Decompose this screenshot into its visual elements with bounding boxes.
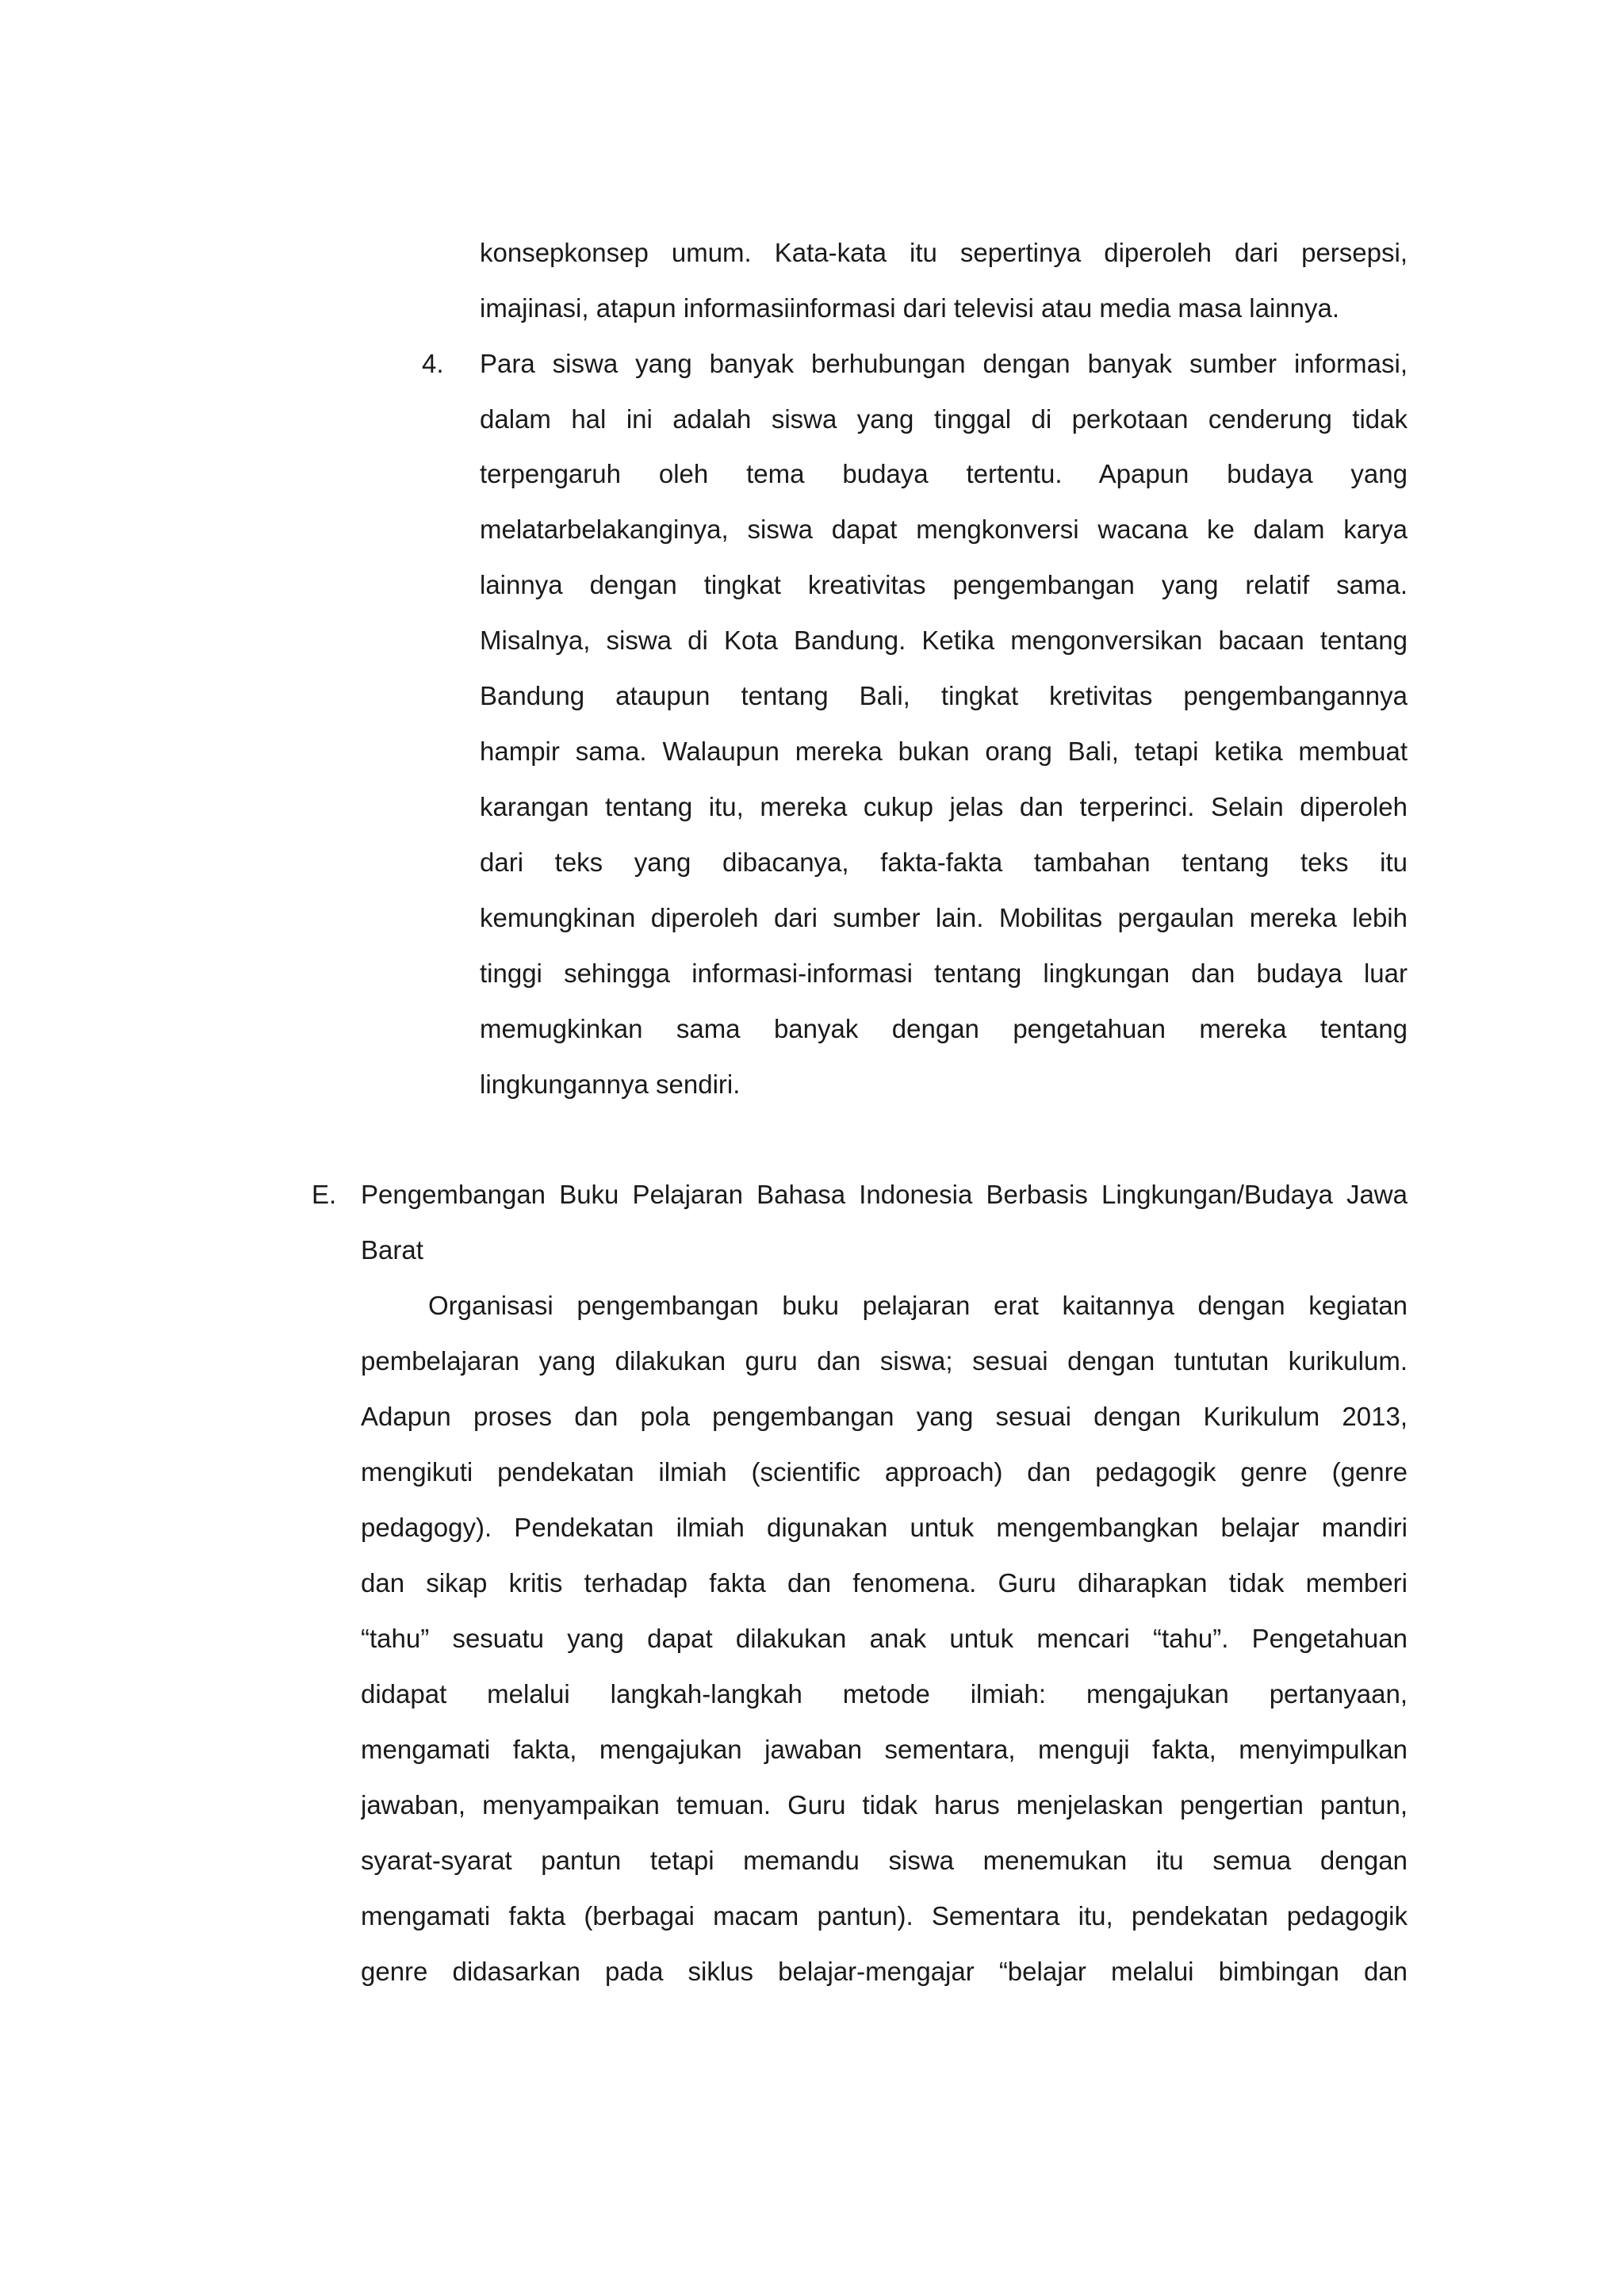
section-e-heading-line-1: Pengembangan Buku Pelajaran Bahasa Indonesia Berbasis Lingkungan/Budaya Jawa [361, 1180, 1408, 1209]
section-e-para-line-1: Organisasi pengembangan buku pelajaran erat kaitannya dengan kegiatan [428, 1291, 1408, 1320]
section-e-para-line-9: mengamati fakta, mengajukan jawaban sementara, menguji fakta, menyimpulkan [361, 1735, 1408, 1764]
list-number-4: 4. [422, 349, 444, 378]
section-e-para-line-6: dan sikap kritis terhadap fakta dan fenomena. Guru diharapkan tidak memberi [361, 1568, 1408, 1598]
item4-line-7: Bandung ataupun tentang Bali, tingkat kretivitas pengembangannya [480, 681, 1408, 710]
item4-line-5: lainnya dengan tingkat kreativitas pengembangan yang relatif sama. [480, 570, 1408, 599]
section-e-para-line-2: pembelajaran yang dilakukan guru dan siswa; sesuai dengan tuntutan kurikulum. [361, 1346, 1408, 1376]
item4-line-1: Para siswa yang banyak berhubungan dengan banyak sumber informasi, [480, 349, 1408, 378]
section-e-para-line-4: mengikuti pendekatan ilmiah (scientific approach) dan pedagogik genre (genre [361, 1457, 1408, 1487]
section-e-para-line-11: syarat-syarat pantun tetapi memandu siswa menemukan itu semua dengan [361, 1846, 1408, 1875]
item4-line-4: melatarbelakanginya, siswa dapat mengkonversi wacana ke dalam karya [480, 515, 1408, 544]
section-e-para-line-12: mengamati fakta (berbagai macam pantun). Sementara itu, pendekatan pedagogik [361, 1901, 1408, 1931]
item4-line-3: terpengaruh oleh tema budaya tertentu. Apapun budaya yang [480, 459, 1408, 488]
section-e-para-line-7: “tahu” sesuatu yang dapat dilakukan anak untuk mencari “tahu”. Pengetahuan [361, 1624, 1408, 1653]
section-e-para-line-8: didapat melalui langkah-langkah metode ilmiah: mengajukan pertanyaan, [361, 1679, 1408, 1709]
item4-line-14: lingkungannya sendiri. [480, 1070, 741, 1099]
item4-line-11: kemungkinan diperoleh dari sumber lain. Mobilitas pergaulan mereka lebih [480, 903, 1408, 932]
section-letter-e: E. [312, 1180, 337, 1209]
continuation-line-1: konsepkonsep umum. Kata-kata itu sepertinya diperoleh dari persepsi, [480, 238, 1408, 267]
item4-line-8: hampir sama. Walaupun mereka bukan orang Bali, tetapi ketika membuat [480, 737, 1408, 766]
section-e-heading-line-2: Barat [361, 1235, 423, 1265]
item4-line-13: memugkinkan sama banyak dengan pengetahuan mereka tentang [480, 1014, 1408, 1043]
item4-line-10: dari teks yang dibacanya, fakta-fakta tambahan tentang teks itu [480, 848, 1408, 877]
section-e-para-line-3: Adapun proses dan pola pengembangan yang sesuai dengan Kurikulum 2013, [361, 1402, 1408, 1431]
section-e-para-line-5: pedagogy). Pendekatan ilmiah digunakan untuk mengembangkan belajar mandiri [361, 1513, 1408, 1542]
item4-line-2: dalam hal ini adalah siswa yang tinggal di perkotaan cenderung tidak [480, 404, 1408, 434]
section-e-para-line-10: jawaban, menyampaikan temuan. Guru tidak harus menjelaskan pengertian pantun, [361, 1790, 1408, 1820]
item4-line-9: karangan tentang itu, mereka cukup jelas dan terperinci. Selain diperoleh [480, 792, 1408, 821]
item4-line-12: tinggi sehingga informasi-informasi tentang lingkungan dan budaya luar [480, 959, 1408, 988]
continuation-line-2: imajinasi, atapun informasiinformasi dari televisi atau media masa lainnya. [480, 293, 1340, 323]
section-e-para-line-13: genre didasarkan pada siklus belajar-mengajar “belajar melalui bimbingan dan [361, 1957, 1408, 1986]
item4-line-6: Misalnya, siswa di Kota Bandung. Ketika mengonversikan bacaan tentang [480, 626, 1408, 655]
